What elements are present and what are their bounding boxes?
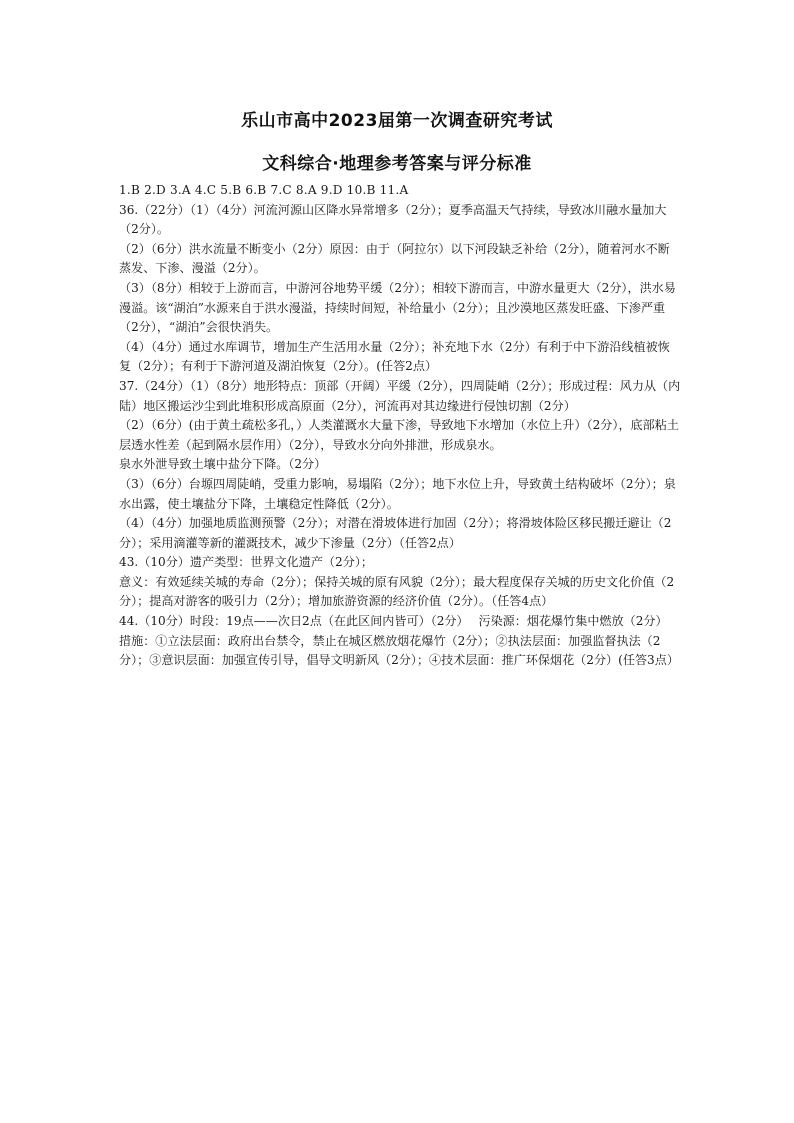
q37-part2-continued: 泉水外泄导致土壤中盐分下降。（2分） (119, 457, 327, 472)
q36-part4: （4）（4分）通过水库调节，增加生产生活用水量（2分）；补充地下水（2分）有利于中下游沿线植被恢复（2分）；有利于下游河道及湖泊恢复（2分）。(任答2点） (119, 339, 670, 374)
q44-period-source: 44.（10分）时段：19点——次日2点（在此区间内皆可）（2分） 污染源：烟花爆竹集中燃放（2分） (119, 614, 668, 629)
q37-part4: （4）（4分）加强地质监测预警（2分）；对潜在滑坡体进行加固（2分）；将滑坡体险区移民搬迁避让（2分）；采用滴灌等新的灌溉技术，减少下渗量（2分）（任答2点） (119, 516, 672, 550)
choice-answers: 1.B 2.D 3.A 4.C 5.B 6.B 7.C 8.A 9.D 10.B 11.A (119, 183, 409, 197)
page-title: 乐山市高中2023届第一次调查研究考试 (241, 111, 553, 131)
q36-part3: （3）（8分）相较于上游而言，中游河谷地势平缓（2分）；相较下游而言，中游水量更大（2分），洪水易漫溢。该“湖泊”水源来自于洪水漫溢，持续时间短，补给量小（2分）；且沙漠地区蒸发旺盛、下渗严重（2分），“湖泊”会很快消失。 (119, 280, 676, 335)
page-subtitle: 文科综合·地理参考答案与评分标准 (262, 154, 532, 174)
q37-part3: （3）（6分）台塬四周陡峭，受重力影响，易塌陷（2分）；地下水位上升，导致黄土结构破坏（2分）；泉水出露，使土壤盐分下降，土壤稳定性降低（2分）。 (119, 476, 676, 511)
q36-part2: （2）（6分）洪水流量不断变小（2分）原因：由于（阿拉尔）以下河段缺乏补给（2分），随着河水不断蒸发、下渗、漫溢（2分）。 (119, 241, 670, 276)
answer-body (119, 181, 681, 671)
q44-measures: 措施：①立法层面：政府出台禁令，禁止在城区燃放烟花爆竹（2分）；②执法层面：加强监督执法（2分）；③意识层面：加强宣传引导，倡导文明新风（2分）；④技术层面：推广环保烟花（2分）(任答3点） (119, 633, 679, 668)
q37-part1: 37.（24分）（1）（8分）地形特点：顶部（开阔）平缓（2分），四周陡峭（2分）；形成过程：风力从（内陆）地区搬运沙尘到此堆积形成高原面（2分），河流再对其边缘进行侵蚀切割（2分） (119, 378, 681, 413)
q43-significance: 意义：有效延续关城的寿命（2分）；保持关城的原有风貌（2分）；最大程度保存关城的历史文化价值（2分）；提高对游客的吸引力（2分）；增加旅游资源的经济价值（2分）。（任答4点） (119, 574, 675, 609)
q37-part2: （2）（6分）(由于黄土疏松多孔，）人类灌溉水大量下渗，导致地下水增加（水位上升）（2分），底部粘土层透水性差（起到隔水层作用）（2分），导致水分向外排泄，形成泉水。 (119, 418, 679, 452)
q43-heritage-type: 43.（10分）遗产类型：世界文化遗产（2分）； (119, 555, 373, 570)
q36-part1: 36.（22分）（1）（4分）河流河源山区降水异常增多（2分）；夏季高温天气持续，导致冰川融水量加大（2分）。 (119, 202, 667, 237)
